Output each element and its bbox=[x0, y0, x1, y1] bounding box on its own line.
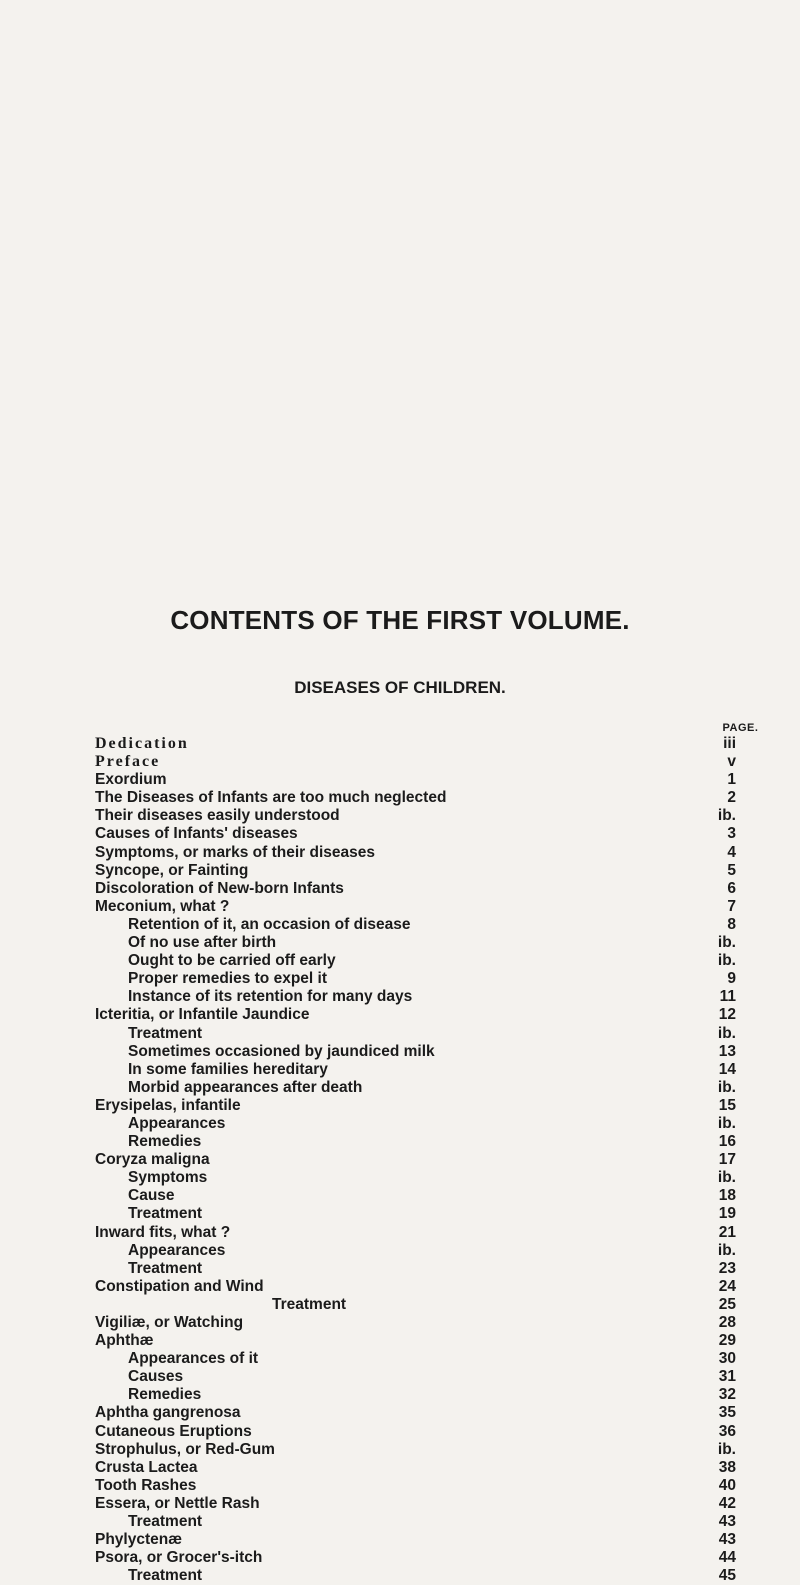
contents-entry bbox=[0, 1115, 800, 1133]
entry-page-number: 9 bbox=[727, 970, 736, 988]
entry-page-number: 5 bbox=[727, 861, 736, 879]
contents-entry bbox=[0, 1296, 800, 1314]
entry-label: Treatment bbox=[128, 1205, 203, 1223]
contents-entry bbox=[0, 1513, 800, 1531]
contents-entry bbox=[0, 1079, 800, 1097]
entry-page-number: 6 bbox=[727, 879, 736, 897]
entry-page-number: 25 bbox=[718, 1295, 736, 1313]
entry-page-number: 7 bbox=[727, 897, 736, 915]
entry-label: Coryza maligna bbox=[95, 1151, 210, 1169]
entry-label: Aphthæ bbox=[95, 1332, 154, 1350]
entry-label: Preface bbox=[95, 753, 161, 771]
contents-entry bbox=[0, 1386, 800, 1404]
entry-label: Retention of it, an occasion of disease bbox=[128, 915, 411, 933]
entry-label: Strophulus, or Red-Gum bbox=[95, 1440, 275, 1458]
entry-label: Remedies bbox=[128, 1133, 202, 1151]
contents-entry bbox=[0, 1531, 800, 1549]
entry-label: Phylyctenæ bbox=[95, 1531, 183, 1549]
entry-label: Treatment bbox=[128, 1513, 203, 1531]
contents-entry bbox=[0, 970, 800, 988]
entry-page-number: 3 bbox=[727, 825, 736, 843]
contents-entry bbox=[0, 1187, 800, 1205]
entry-label: Their diseases easily understood bbox=[95, 807, 340, 825]
contents-entry bbox=[0, 1006, 800, 1024]
contents-entry bbox=[0, 1459, 800, 1477]
entry-page-number: ib. bbox=[717, 1114, 736, 1132]
entry-page-number: 4 bbox=[727, 843, 736, 861]
entry-label: Causes of Infants' diseases bbox=[95, 825, 298, 843]
entry-label: Cutaneous Eruptions bbox=[95, 1422, 252, 1440]
contents-entry bbox=[0, 807, 800, 825]
contents-entry bbox=[0, 1169, 800, 1187]
entry-page-number: 12 bbox=[718, 1006, 736, 1024]
contents-entry bbox=[0, 825, 800, 843]
contents-entry bbox=[0, 952, 800, 970]
entry-label: Psora, or Grocer's-itch bbox=[95, 1549, 263, 1567]
entry-page-number: 44 bbox=[718, 1549, 736, 1567]
contents-entry bbox=[0, 1549, 800, 1567]
contents-entry bbox=[0, 1332, 800, 1350]
entry-label: Of no use after birth bbox=[128, 934, 277, 952]
entry-page-number: 15 bbox=[718, 1096, 736, 1114]
entry-page-number: ib. bbox=[717, 807, 736, 825]
entry-page-number: 8 bbox=[727, 915, 736, 933]
entry-label: Constipation and Wind bbox=[95, 1277, 264, 1295]
contents-entry bbox=[0, 916, 800, 934]
contents-entry bbox=[0, 862, 800, 880]
entry-page-number: 28 bbox=[718, 1314, 736, 1331]
contents-list bbox=[0, 735, 800, 1585]
entry-label: Aphtha gangrenosa bbox=[95, 1404, 241, 1422]
entry-page-number: ib. bbox=[717, 952, 736, 970]
contents-entry bbox=[0, 1205, 800, 1223]
entry-label: Appearances of it bbox=[128, 1350, 259, 1368]
entry-label: In some families hereditary bbox=[128, 1060, 328, 1078]
entry-page-number: 32 bbox=[718, 1386, 736, 1404]
page-title: CONTENTS OF THE FIRST VOLUME. bbox=[170, 605, 630, 635]
entry-label: Vigiliæ, or Watching bbox=[95, 1314, 244, 1331]
entry-page-number: 13 bbox=[718, 1042, 736, 1060]
entry-label: Crusta Lactea bbox=[95, 1458, 198, 1476]
contents-entry bbox=[0, 1061, 800, 1079]
entry-label: Treatment bbox=[128, 1567, 203, 1585]
section-subtitle: DISEASES OF CHILDREN. bbox=[294, 678, 506, 697]
contents-entry bbox=[0, 844, 800, 862]
entry-label: Treatment bbox=[272, 1295, 347, 1313]
contents-entry bbox=[0, 1368, 800, 1386]
contents-entry bbox=[0, 1404, 800, 1422]
entry-page-number: 29 bbox=[718, 1332, 736, 1350]
entry-page-number: 36 bbox=[718, 1422, 736, 1440]
entry-page-number: iii bbox=[723, 735, 736, 752]
contents-entry bbox=[0, 880, 800, 898]
contents-entry bbox=[0, 789, 800, 807]
contents-entry bbox=[0, 1495, 800, 1513]
entry-page-number: ib. bbox=[717, 1440, 736, 1458]
entry-page-number: 35 bbox=[718, 1404, 736, 1422]
contents-entry bbox=[0, 898, 800, 916]
entry-label: Treatment bbox=[128, 1259, 203, 1277]
entry-label: Proper remedies to expel it bbox=[128, 970, 327, 988]
entry-page-number: ib. bbox=[717, 1078, 736, 1096]
entry-label: Treatment bbox=[128, 1024, 203, 1042]
entry-page-number: 45 bbox=[718, 1567, 736, 1585]
entry-label: Discoloration of New-born Infants bbox=[95, 879, 344, 897]
entry-label: Symptoms, or marks of their diseases bbox=[95, 843, 375, 861]
entry-label: Syncope, or Fainting bbox=[95, 861, 249, 879]
contents-entry bbox=[0, 1097, 800, 1115]
contents-entry bbox=[0, 1242, 800, 1260]
entry-label: Cause bbox=[128, 1187, 175, 1205]
contents-entry bbox=[0, 988, 800, 1006]
entry-page-number: 40 bbox=[718, 1476, 736, 1494]
contents-entry bbox=[0, 1314, 800, 1332]
entry-label: Causes bbox=[128, 1368, 184, 1386]
contents-entry bbox=[0, 1423, 800, 1441]
entry-page-number: ib. bbox=[717, 1169, 736, 1187]
entry-label: Erysipelas, infantile bbox=[95, 1096, 241, 1114]
entry-page-number: 43 bbox=[718, 1531, 736, 1549]
entry-page-number: ib. bbox=[717, 1024, 736, 1042]
entry-page-number: 21 bbox=[718, 1223, 736, 1241]
entry-page-number: 23 bbox=[718, 1259, 736, 1277]
entry-label: Appearances bbox=[128, 1241, 226, 1259]
entry-page-number: 18 bbox=[718, 1187, 736, 1205]
entry-label: Remedies bbox=[128, 1386, 202, 1404]
entry-page-number: 16 bbox=[718, 1133, 736, 1151]
entry-label: Ought to be carried off early bbox=[128, 952, 336, 970]
contents-entry bbox=[0, 1260, 800, 1278]
contents-entry bbox=[0, 1025, 800, 1043]
contents-entry bbox=[0, 1278, 800, 1296]
contents-entry bbox=[0, 1567, 800, 1585]
contents-entry bbox=[0, 1043, 800, 1061]
contents-entry bbox=[0, 753, 800, 771]
contents-entry bbox=[0, 1133, 800, 1151]
contents-entry bbox=[0, 934, 800, 952]
entry-label: The Diseases of Infants are too much neglected bbox=[95, 789, 447, 807]
entry-label: Sometimes occasioned by jaundiced milk bbox=[128, 1042, 435, 1060]
entry-label: Morbid appearances after death bbox=[128, 1078, 363, 1096]
contents-entry bbox=[0, 735, 800, 753]
page-column-header: PAGE. bbox=[722, 722, 759, 734]
entry-label: Symptoms bbox=[128, 1169, 208, 1187]
entry-label: Dedication bbox=[95, 735, 189, 752]
entry-page-number: 2 bbox=[727, 789, 736, 807]
entry-page-number: 30 bbox=[718, 1350, 736, 1368]
entry-label: Exordium bbox=[95, 771, 167, 789]
entry-page-number: 31 bbox=[718, 1368, 736, 1386]
contents-entry bbox=[0, 1477, 800, 1495]
entry-label: Meconium, what ? bbox=[95, 897, 230, 915]
contents-entry bbox=[0, 1224, 800, 1242]
entry-label: Instance of its retention for many days bbox=[128, 988, 413, 1006]
entry-page-number: v bbox=[727, 753, 736, 771]
entry-page-number: 43 bbox=[718, 1513, 736, 1531]
entry-label: Inward fits, what ? bbox=[95, 1223, 231, 1241]
entry-page-number: 24 bbox=[718, 1277, 736, 1295]
contents-entry bbox=[0, 1350, 800, 1368]
entry-page-number: 1 bbox=[727, 771, 736, 789]
entry-page-number: 38 bbox=[718, 1458, 736, 1476]
entry-page-number: 11 bbox=[719, 988, 736, 1006]
contents-entry bbox=[0, 1441, 800, 1459]
entry-label: Essera, or Nettle Rash bbox=[95, 1494, 260, 1512]
entry-page-number: 17 bbox=[718, 1151, 736, 1169]
contents-entry bbox=[0, 1151, 800, 1169]
entry-label: Tooth Rashes bbox=[95, 1476, 197, 1494]
entry-page-number: 19 bbox=[718, 1205, 736, 1223]
entry-page-number: ib. bbox=[717, 1241, 736, 1259]
entry-label: Appearances bbox=[128, 1114, 226, 1132]
contents-entry bbox=[0, 771, 800, 789]
entry-page-number: ib. bbox=[717, 934, 736, 952]
entry-page-number: 42 bbox=[718, 1494, 736, 1512]
entry-page-number: 14 bbox=[718, 1060, 736, 1078]
entry-label: Icteritia, or Infantile Jaundice bbox=[95, 1006, 310, 1024]
